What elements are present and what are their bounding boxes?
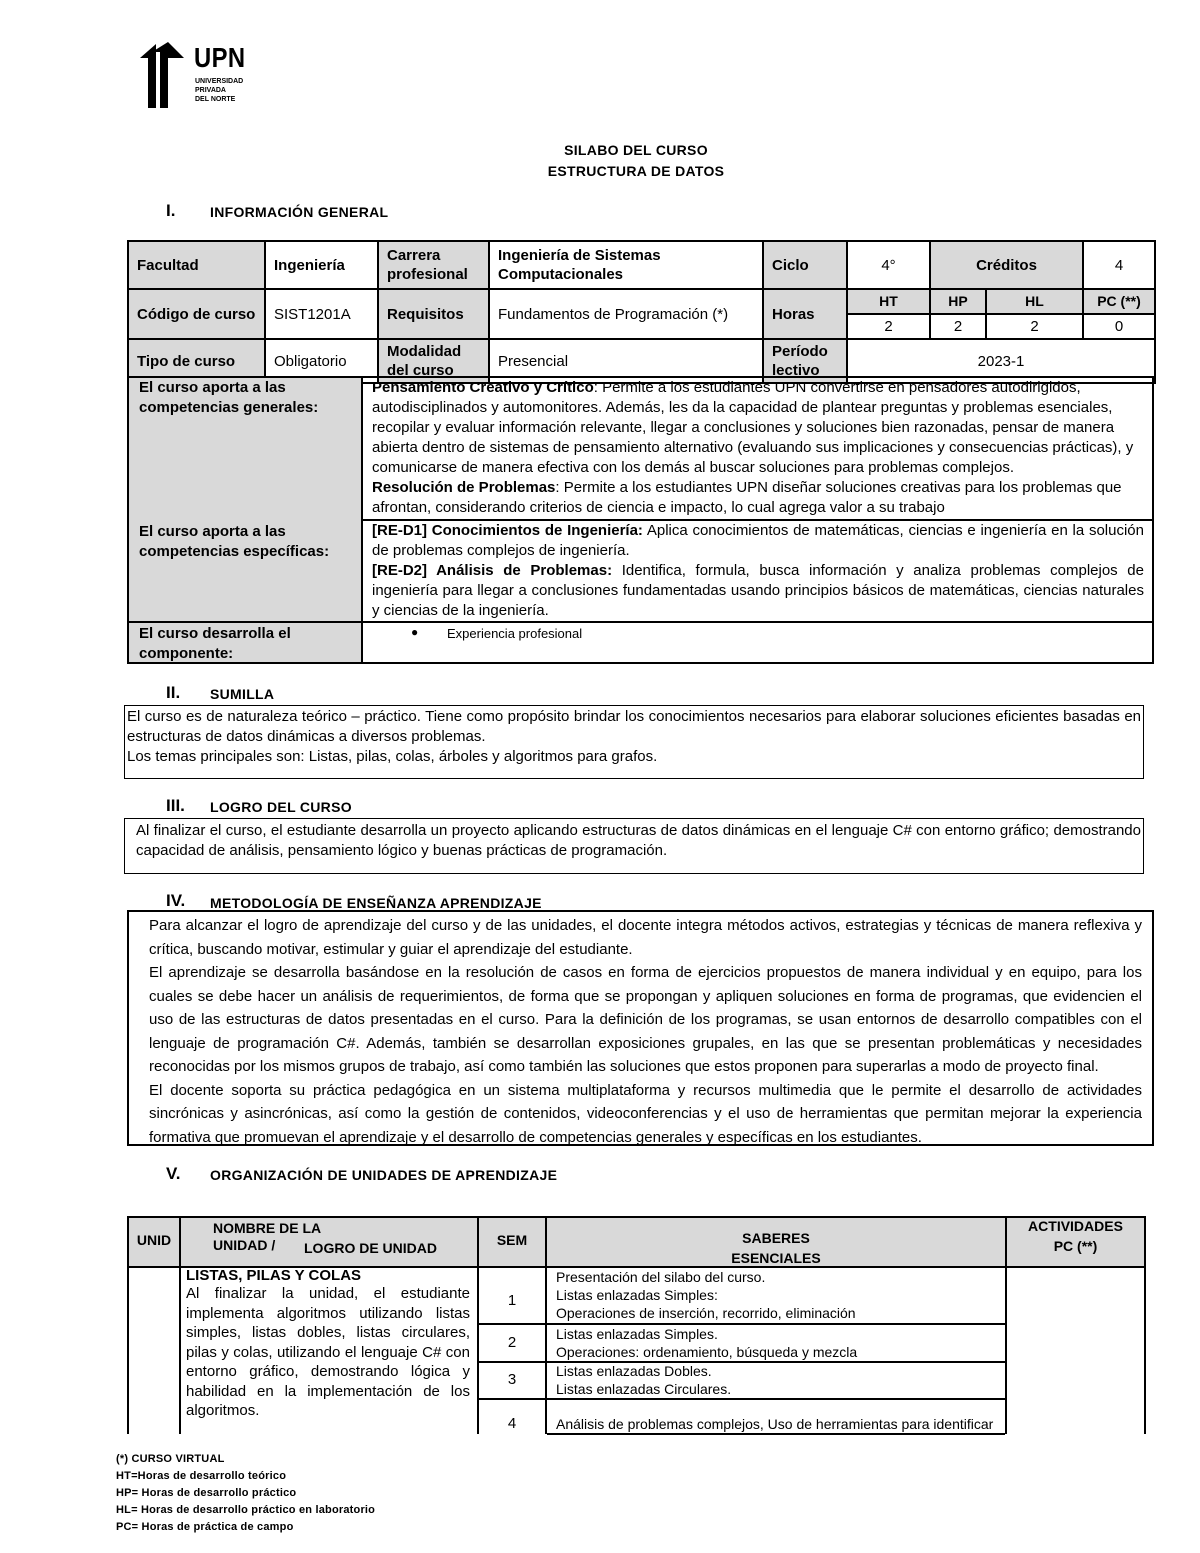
label-codigo: Código de curso <box>128 289 265 339</box>
label-tipo: Tipo de curso <box>128 339 265 383</box>
units-table <box>127 1216 1146 1434</box>
comp-gen-title-1: Pensamiento Creativo y Crítico <box>372 379 594 396</box>
bullet-icon: ● <box>411 625 419 639</box>
comp-esp-text-2: Identifica, formula, busca información y analiza problemas complejos de ingeniería para llegar a conclusiones fundamentadas usando principios básicos de matemáticas, ciencias naturales y ciencias de la ingeniería. <box>372 562 1144 619</box>
divider <box>129 621 1152 623</box>
comp-gen-title-2: Resolución de Problemas <box>372 479 556 496</box>
section-title: LOGRO DEL CURSO <box>210 799 352 815</box>
section-number: V. <box>166 1164 181 1183</box>
value-requisitos: Fundamentos de Programación (*) <box>489 289 763 339</box>
label-comp-especificas: El curso aporta a las competencias específicas: <box>139 523 330 560</box>
label-ciclo: Ciclo <box>763 241 847 289</box>
header-saberes-2: ESENCIALES <box>731 1250 821 1266</box>
logro-text: Al finalizar el curso, el estudiante desarrolla un proyecto aplicando estructuras de datos dinámicas en el lenguaje C# con entorno gráfico; demostrando capacidad de análisis, pensamiento lógico y buenas prácticas de programación. <box>136 822 1141 859</box>
comp-especificas-text <box>372 521 1144 621</box>
logo-word: UPN <box>194 42 246 73</box>
competencies-block <box>127 376 1154 664</box>
header-nombre-2: LOGRO DE UNIDAD <box>304 1240 437 1256</box>
sem-1: 1 <box>507 1292 517 1309</box>
saberes-line: Listas enlazadas Circulares. <box>556 1381 732 1397</box>
competencies-labels <box>129 378 363 662</box>
label-comp-generales: El curso aporta a las competencias generales: <box>139 379 319 416</box>
comp-gen-text-2: : Permite a los estudiantes UPN diseñar soluciones creativas para los problemas que afrontan, considerando criterios de ciencia e impacto, lo cual agrega valor a su trabajo <box>372 479 1122 516</box>
comp-esp-title-2: [RE-D2] Análisis de Problemas: <box>372 562 613 579</box>
label-hl: HL <box>986 289 1083 314</box>
sem-2: 2 <box>507 1334 517 1351</box>
unit-title: LISTAS, PILAS Y COLAS <box>186 1267 362 1284</box>
sumilla-p2: Los temas principales son: Listas, pilas, colas, árboles y algoritmos para grafos. <box>127 748 658 765</box>
section-title: SUMILLA <box>210 686 275 702</box>
saberes-line: Análisis de problemas complejos, Uso de herramientas para identificar <box>556 1416 994 1432</box>
value-periodo: 2023-1 <box>847 339 1155 383</box>
label-componente: El curso desarrolla el componente: <box>139 625 291 662</box>
value-modalidad: Presencial <box>489 339 763 383</box>
header-nombre-1: NOMBRE DE LA UNIDAD / <box>213 1220 321 1253</box>
label-carrera: Carrera profesional <box>378 241 489 289</box>
saberes-row-1 <box>556 1268 1006 1322</box>
footnote: (*) CURSO VIRTUAL <box>116 1453 225 1465</box>
header-unid: UNID <box>136 1232 172 1248</box>
saberes-line: Operaciones de inserción, recorrido, eliminación <box>556 1305 856 1321</box>
footnote: HT=Horas de desarrollo teórico <box>116 1470 287 1482</box>
saberes-line: Listas enlazadas Simples: <box>556 1287 718 1303</box>
value-hp: 2 <box>930 314 986 339</box>
value-codigo: SIST1201A <box>265 289 378 339</box>
metodologia-box <box>127 910 1154 1146</box>
metodologia-p2: El aprendizaje se desarrolla basándose en la resolución de casos en forma de ejercicios propuestos de manera individual y en equipo, para los cuales se debe hacer un análisis de requerimientos, de forma que se propongan y apliquen soluciones en forma de programas, que evidencien el uso de las estructuras de datos presentadas en el curso. Para la definición de los programas, se usan entornos de desarrollo compatibles con el lenguaje de programación C#. Además, también se desarrollan exposiciones grupales, en las que se presentan problemáticas y necesidades reconocidas por los mismos grupos de trabajo, así como también las soluciones que estos proponen para superarlas a modo de proyecto final. <box>149 964 1142 1075</box>
saberes-row-4 <box>556 1415 1006 1433</box>
saberes-row-2 <box>556 1325 1006 1361</box>
logo-line: UNIVERSIDAD <box>195 78 244 85</box>
upn-arrow-icon <box>138 42 194 108</box>
header-saberes-1: SABERES <box>742 1230 810 1246</box>
doc-title-2: ESTRUCTURA DE DATOS <box>547 163 725 179</box>
label-facultad: Facultad <box>128 241 265 289</box>
sumilla-box <box>124 705 1144 779</box>
label-pc: PC (**) <box>1083 289 1155 314</box>
label-creditos: Créditos <box>930 241 1083 289</box>
metodologia-p3: El docente soporta su práctica pedagógica en un sistema multiplataforma y recursos multimedia que le permite el desarrollo de actividades sincrónicas y asincrónicas, así como la gestión de contenidos, videoconferencias y el uso de herramientas que permitan mejorar la experiencia formativa que promuevan el aprendizaje y el desarrollo de competencias generales y específicas en los estudiantes. <box>149 1081 1142 1146</box>
value-facultad: Ingeniería <box>265 241 378 289</box>
label-periodo: Período lectivo <box>763 339 847 383</box>
section-number: II. <box>166 683 181 702</box>
logo-line: PRIVADA <box>195 87 226 94</box>
section-number: III. <box>166 796 185 815</box>
header-actividades-1: ACTIVIDADES <box>1028 1218 1123 1234</box>
general-info-table <box>127 240 1156 384</box>
unit-logro: Al finalizar la unidad, el estudiante implementa algoritmos utilizando listas simples, listas dobles, listas circulares, pilas y colas, utilizando el lenguaje C# con entorno gráfico, demostrando lógica y habilidad en la implementación de los algoritmos. <box>186 1285 470 1419</box>
value-carrera: Ingeniería de Sistemas Computacionales <box>489 241 763 289</box>
comp-esp-title-1: [RE-D1] Conocimientos de Ingeniería: <box>372 522 643 539</box>
sem-4: 4 <box>507 1415 517 1432</box>
label-hp: HP <box>930 289 986 314</box>
value-tipo: Obligatorio <box>265 339 378 383</box>
section-title: ORGANIZACIÓN DE UNIDADES DE APRENDIZAJE <box>210 1167 558 1183</box>
saberes-line: Presentación del silabo del curso. <box>556 1269 766 1285</box>
sem-3: 3 <box>507 1371 517 1388</box>
unit-cell <box>186 1268 470 1421</box>
sumilla-p1: El curso es de naturaleza teórico – práctico. Tiene como propósito brindar los conocimientos necesarios para elaborar soluciones eficientes basadas en estructuras de datos dinámicas a diversos problemas. <box>127 708 1141 745</box>
section-number: I. <box>166 201 176 220</box>
label-requisitos: Requisitos <box>378 289 489 339</box>
label-ht: HT <box>847 289 930 314</box>
label-horas: Horas <box>763 289 847 339</box>
footnote: HL= Horas de desarrollo práctico en laboratorio <box>116 1504 376 1516</box>
saberes-row-3 <box>556 1362 1006 1398</box>
header-sem: SEM <box>496 1232 528 1248</box>
value-hl: 2 <box>986 314 1083 339</box>
componente-item: Experiencia profesional <box>447 626 583 641</box>
comp-esp-text-1: Aplica conocimientos de matemáticas, ciencias e ingeniería en la solución de problemas complejos de ingeniería. <box>372 522 1144 559</box>
value-pc: 0 <box>1083 314 1155 339</box>
doc-title-1: SILABO DEL CURSO <box>564 142 708 158</box>
comp-generales-text <box>372 378 1144 518</box>
footnote: PC= Horas de práctica de campo <box>116 1521 294 1533</box>
section-title: INFORMACIÓN GENERAL <box>210 204 389 220</box>
value-creditos: 4 <box>1083 241 1155 289</box>
metodologia-p1: Para alcanzar el logro de aprendizaje del curso y de las unidades, el docente integra métodos activos, estrategias y técnicas de manera reflexiva y crítica, buscando motivar, estimular y guiar el aprendizaje del estudiante. <box>149 917 1142 958</box>
header-actividades-2: PC (**) <box>1053 1238 1098 1254</box>
saberes-line: Listas enlazadas Dobles. <box>556 1363 712 1379</box>
footnote: HP= Horas de desarrollo práctico <box>116 1487 297 1499</box>
upn-logo <box>138 42 258 112</box>
saberes-line: Listas enlazadas Simples. <box>556 1326 718 1342</box>
label-modalidad: Modalidad del curso <box>378 339 489 383</box>
comp-gen-text-1: : Permite a los estudiantes UPN convertirse en pensadores autodirigidos, autodisciplinados y automonitores. Además, les da la capacidad de plantear preguntas y problemas esenciales, recopilar y evaluar información relevante, llegar a conclusiones y soluciones bien razonadas, pensar de manera abierta dentro de sistemas de pensamiento alternativo (evaluando sus implicaciones y consecuencias prácticas), y comunicarse de manera efectiva con los demás al buscar soluciones para problemas complejos. <box>372 379 1134 476</box>
section-number: IV. <box>166 891 186 910</box>
value-ciclo: 4° <box>847 241 930 289</box>
logro-box <box>124 818 1144 874</box>
logo-line: DEL NORTE <box>195 96 236 103</box>
section-title: METODOLOGÍA DE ENSEÑANZA APRENDIZAJE <box>210 895 542 911</box>
value-ht: 2 <box>847 314 930 339</box>
saberes-line: Operaciones: ordenamiento, búsqueda y mezcla <box>556 1344 858 1360</box>
